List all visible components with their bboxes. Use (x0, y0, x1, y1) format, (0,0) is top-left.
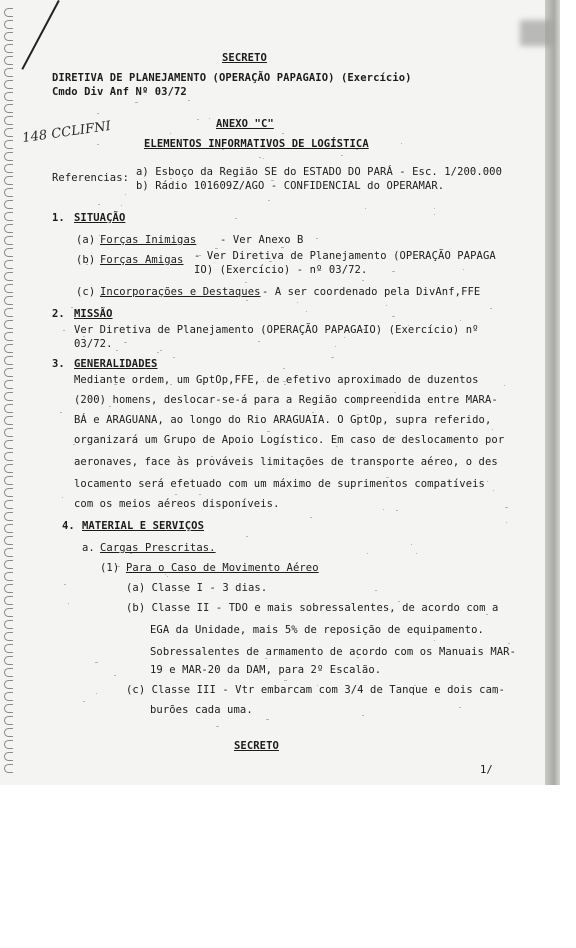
scan-speck (184, 326, 186, 327)
perforation-hole (4, 656, 13, 665)
scan-speck (493, 490, 495, 491)
scan-speck (216, 726, 219, 727)
scan-speck (111, 310, 112, 311)
scan-speck (297, 302, 298, 303)
section4-number: 4. (62, 520, 75, 532)
perforation-hole (4, 596, 13, 605)
scan-speck (281, 459, 282, 460)
references-label: Referencias: (52, 172, 130, 184)
section3-line: com os meios aéreos disponíveis. (74, 498, 280, 510)
scan-speck (365, 208, 366, 209)
perforation-hole (4, 548, 13, 557)
scan-speck (173, 357, 175, 358)
perforation-hole (4, 740, 13, 749)
section2-line1: Ver Diretiva de Planejamento (OPERAÇÃO PAPAGAIO) (Exercício) nº (74, 324, 479, 336)
scan-speck (362, 280, 363, 281)
scan-speck (331, 357, 334, 358)
scan-speck (124, 342, 127, 343)
perforation-hole (4, 104, 13, 113)
scan-speck (394, 437, 396, 438)
section1-c-label: (c) (76, 286, 96, 298)
section3-line: organizará um Grupo de Apoio Logístico. Em caso de deslocamento por (74, 434, 505, 446)
perforation-hole (4, 368, 13, 377)
scan-speck (506, 522, 507, 523)
scan-speck (300, 438, 303, 439)
section1-a-title: Forças Inimigas (100, 234, 197, 246)
section1-a-text: - Ver Anexo B (220, 234, 304, 246)
scan-speck (280, 141, 282, 142)
section3-line: Mediante ordem, um GptOp,FFE, de efetivo aproximado de duzentos (74, 374, 479, 386)
perforation-hole (4, 320, 13, 329)
scan-speck (487, 481, 488, 482)
scan-speck (71, 307, 73, 308)
section3-number: 3. (52, 358, 65, 370)
scan-speck (125, 194, 127, 195)
perforation-hole (4, 488, 13, 497)
section3-line: (200) homens, deslocar-se-á para a Região compreendida entre MARA- (74, 394, 498, 406)
handwritten-note: 148 CCLIFNI (21, 118, 112, 147)
scan-speck (306, 311, 307, 312)
scan-speck (354, 187, 355, 188)
scan-speck (157, 352, 159, 353)
section3-line: aeronaves, face às prováveis limitações de transporte aéreo, o des (74, 456, 498, 468)
perforation-hole (4, 572, 13, 581)
scan-speck (199, 494, 200, 495)
scan-speck (492, 429, 493, 430)
perforation-hole (4, 716, 13, 725)
scan-speck (100, 326, 101, 327)
scan-speck (199, 255, 201, 256)
scan-speck (188, 100, 190, 101)
scan-speck (64, 584, 66, 585)
scan-speck (316, 238, 318, 239)
scan-speck (341, 155, 343, 156)
scan-speck (312, 412, 313, 413)
scan-speck (283, 368, 284, 369)
perforation-hole (4, 404, 13, 413)
scan-speck (97, 113, 99, 114)
scan-speck (375, 590, 376, 591)
scan-speck (284, 680, 286, 681)
section4-a-label: a. (82, 542, 95, 554)
item-class-2-cont: EGA da Unidade, mais 5% de reposição de equipamento. (150, 624, 484, 636)
scan-speck (86, 264, 88, 265)
scan-speck (60, 412, 62, 413)
scan-speck (281, 247, 283, 248)
scan-speck (458, 401, 459, 402)
perforation-hole (4, 236, 13, 245)
section4-title: MATERIAL E SERVIÇOS (82, 520, 205, 532)
perforation-hole (4, 512, 13, 521)
scan-speck (398, 601, 400, 602)
scan-speck (175, 494, 177, 495)
scan-speck (356, 149, 358, 150)
section1-b-text1: - Ver Diretiva de Planejamento (OPERAÇÃO PAPAGA (194, 250, 496, 262)
scan-speck (98, 204, 100, 205)
perforation-hole (4, 620, 13, 629)
scan-speck (344, 337, 346, 338)
perforation-hole (4, 56, 13, 65)
perforation-hole (4, 224, 13, 233)
perforation-holes (4, 8, 16, 778)
perforation-hole (4, 344, 13, 353)
section3-line: locamento será efetuado com um máximo de suprimentos compatíveis (74, 478, 485, 490)
perforation-hole (4, 692, 13, 701)
scan-speck (63, 330, 65, 331)
scan-speck (258, 148, 261, 149)
scan-speck (73, 444, 75, 445)
scan-speck (263, 158, 264, 159)
scan-speck (267, 431, 270, 432)
perforation-hole (4, 68, 13, 77)
scan-speck (335, 346, 336, 347)
scan-speck (468, 483, 470, 484)
perforation-hole (4, 440, 13, 449)
scan-speck (434, 208, 435, 209)
scan-speck (165, 574, 167, 575)
scan-speck (317, 685, 318, 686)
scan-speck (362, 329, 364, 330)
perforation-hole (4, 752, 13, 761)
scan-speck (267, 654, 268, 655)
item-class-2-cont: 19 e MAR-20 da DAM, para 2º Escalão. (150, 664, 382, 676)
perforation-hole (4, 764, 13, 773)
perforation-hole (4, 248, 13, 257)
scan-speck (449, 382, 450, 383)
scan-speck (116, 350, 119, 351)
scan-speck (62, 497, 63, 498)
section1-a-label: (a) (76, 234, 96, 246)
scan-speck (463, 269, 464, 270)
item-class-2: (b) Classe II - TDO e mais sobressalentes, de acordo com a (126, 602, 499, 614)
scan-speck (465, 167, 467, 168)
scan-speck (121, 205, 122, 206)
reference-a: a) Esboço da Região SE do ESTADO DO PARÁ - Esc. 1/200.000 (136, 166, 503, 178)
perforation-hole (4, 584, 13, 593)
scan-speck (135, 102, 138, 103)
perforation-hole (4, 32, 13, 41)
perforation-hole (4, 536, 13, 545)
perforation-hole (4, 44, 13, 53)
scan-speck (83, 336, 85, 337)
scan-speck (167, 576, 168, 577)
scan-speck (222, 149, 225, 150)
scan-speck (383, 509, 385, 510)
scan-edge (545, 0, 560, 785)
scan-speck (83, 701, 86, 702)
scan-speck (266, 719, 269, 720)
scan-speck (160, 350, 161, 351)
perforation-hole (4, 608, 13, 617)
scan-speck (508, 643, 511, 644)
scan-speck (259, 157, 262, 158)
scan-speck (284, 384, 286, 385)
perforation-hole (4, 416, 13, 425)
scan-speck (109, 406, 111, 407)
perforation-hole (4, 704, 13, 713)
scan-speck (401, 143, 403, 144)
directive-title: DIRETIVA DE PLANEJAMENTO (OPERAÇÃO PAPAGAIO) (Exercício) (52, 72, 412, 84)
perforation-hole (4, 164, 13, 173)
scan-speck (145, 368, 147, 369)
section1-number: 1. (52, 212, 65, 224)
section3-title: GENERALIDADES (74, 358, 158, 370)
perforation-hole (4, 296, 13, 305)
perforation-hole (4, 284, 13, 293)
item-class-2-cont: Sobressalentes de armamento de acordo com os Manuais MAR- (150, 646, 517, 658)
scan-speck (247, 418, 249, 419)
section4-sub1-label: (1) (100, 562, 120, 574)
perforation-hole (4, 152, 13, 161)
section1-c-title: Incorporações e Destaques (100, 286, 261, 298)
perforation-hole (4, 176, 13, 185)
perforation-hole (4, 272, 13, 281)
scan-speck (386, 477, 389, 478)
scan-speck (170, 133, 172, 134)
scan-speck (68, 603, 70, 604)
scan-speck (166, 530, 167, 531)
scan-speck (414, 685, 416, 686)
scan-speck (490, 308, 492, 309)
perforation-hole (4, 452, 13, 461)
reference-b: b) Rádio 101609Z/AGO - CONFIDENCIAL do OPERAMAR. (136, 180, 445, 192)
scan-speck (246, 536, 248, 537)
section2-line2: 03/72. (74, 338, 113, 350)
scan-speck (310, 517, 312, 518)
annex-title: ELEMENTOS INFORMATIVOS DE LOGÍSTICA (144, 138, 369, 150)
scan-speck (245, 282, 248, 283)
perforation-hole (4, 308, 13, 317)
scan-speck (100, 295, 102, 296)
scan-speck (460, 320, 461, 321)
pen-stroke (21, 0, 59, 70)
section1-b-title: Forças Amigas (100, 254, 184, 266)
scan-speck (357, 657, 358, 658)
scan-speck (197, 119, 199, 120)
scan-speck (114, 675, 116, 676)
scan-speck (411, 544, 412, 545)
perforation-hole (4, 680, 13, 689)
section2-number: 2. (52, 308, 65, 320)
scan-speck (396, 510, 398, 511)
scan-speck (392, 316, 395, 317)
scan-speck (164, 289, 167, 290)
scan-speck (117, 566, 120, 567)
scan-speck (269, 261, 272, 262)
section1-title: SITUAÇÃO (74, 212, 126, 224)
scan-speck (96, 693, 97, 694)
scan-speck (357, 414, 358, 415)
scan-speck (211, 456, 213, 457)
scan-speck (386, 305, 387, 306)
perforation-hole (4, 392, 13, 401)
scan-smudge (520, 20, 552, 46)
perforation-hole (4, 632, 13, 641)
scan-speck (99, 235, 100, 236)
perforation-hole (4, 380, 13, 389)
scan-speck (392, 271, 395, 272)
item-class-1: (a) Classe I - 3 dias. (126, 582, 268, 594)
perforation-hole (4, 20, 13, 29)
scan-speck (416, 553, 418, 554)
scan-speck (170, 178, 172, 179)
perforation-hole (4, 500, 13, 509)
scan-speck (388, 166, 390, 167)
scan-speck (362, 715, 365, 716)
perforation-hole (4, 140, 13, 149)
perforation-hole (4, 116, 13, 125)
page-mark: 1/ (480, 764, 493, 776)
section3-line: BÁ e ARAGUANA, ao longo do Rio ARAGUAIA. O GptOp, supra referido, (74, 414, 492, 426)
perforation-hole (4, 476, 13, 485)
scan-speck (95, 662, 97, 663)
scan-speck (282, 133, 284, 134)
item-class-3: (c) Classe III - Vtr embarcam com 3/4 de Tanque e dois cam- (126, 684, 505, 696)
scan-speck (505, 507, 508, 508)
scan-speck (468, 438, 470, 439)
section1-b-text2: IO) (Exercício) - nº 03/72. (194, 264, 368, 276)
scan-speck (97, 144, 98, 145)
scan-speck (434, 640, 435, 641)
classification-top: SECRETO (222, 52, 267, 64)
scan-speck (132, 689, 134, 690)
perforation-hole (4, 332, 13, 341)
section2-title: MISSÃO (74, 308, 113, 320)
scan-speck (182, 591, 185, 592)
scan-speck (336, 446, 337, 447)
perforation-hole (4, 200, 13, 209)
scan-speck (323, 184, 325, 185)
scan-speck (235, 218, 237, 219)
perforation-hole (4, 524, 13, 533)
scan-speck (263, 381, 265, 382)
scan-speck (271, 180, 274, 181)
perforation-hole (4, 92, 13, 101)
perforation-hole (4, 188, 13, 197)
annex-label: ANEXO "C" (216, 118, 274, 130)
perforation-hole (4, 644, 13, 653)
perforation-hole (4, 428, 13, 437)
scan-speck (260, 665, 262, 666)
perforation-hole (4, 80, 13, 89)
scan-speck (367, 553, 368, 554)
section4-a-title: Cargas Prescritas. (100, 542, 216, 554)
scan-speck (258, 341, 260, 342)
section1-c-text: - A ser coordenado pela DivAnf,FFE (262, 286, 481, 298)
scan-speck (486, 614, 488, 615)
item-class-3-cont: burões cada uma. (150, 704, 253, 716)
scan-speck (434, 214, 436, 215)
scan-speck (215, 248, 217, 249)
scan-speck (268, 200, 270, 201)
perforation-hole (4, 356, 13, 365)
scan-speck (248, 672, 250, 673)
scan-speck (399, 692, 401, 693)
perforation-hole (4, 560, 13, 569)
scan-speck (504, 385, 505, 386)
perforation-hole (4, 260, 13, 269)
scan-speck (170, 384, 172, 385)
scan-speck (265, 658, 267, 659)
scan-speck (394, 392, 396, 393)
section4-sub1-title: Para o Caso de Movimento Aéreo (126, 562, 319, 574)
directive-number: Cmdo Div Anf Nº 03/72 (52, 86, 187, 98)
scan-speck (209, 118, 210, 119)
perforation-hole (4, 128, 13, 137)
perforation-hole (4, 212, 13, 221)
scan-speck (459, 707, 461, 708)
perforation-hole (4, 8, 13, 17)
perforation-hole (4, 464, 13, 473)
classification-bottom: SECRETO (234, 740, 279, 752)
scan-speck (496, 693, 499, 694)
scan-speck (408, 325, 410, 326)
scan-speck (283, 381, 286, 382)
perforation-hole (4, 728, 13, 737)
section1-b-label: (b) (76, 254, 96, 266)
scan-speck (130, 553, 132, 554)
scan-speck (246, 300, 249, 301)
scan-speck (114, 384, 117, 385)
perforation-hole (4, 668, 13, 677)
